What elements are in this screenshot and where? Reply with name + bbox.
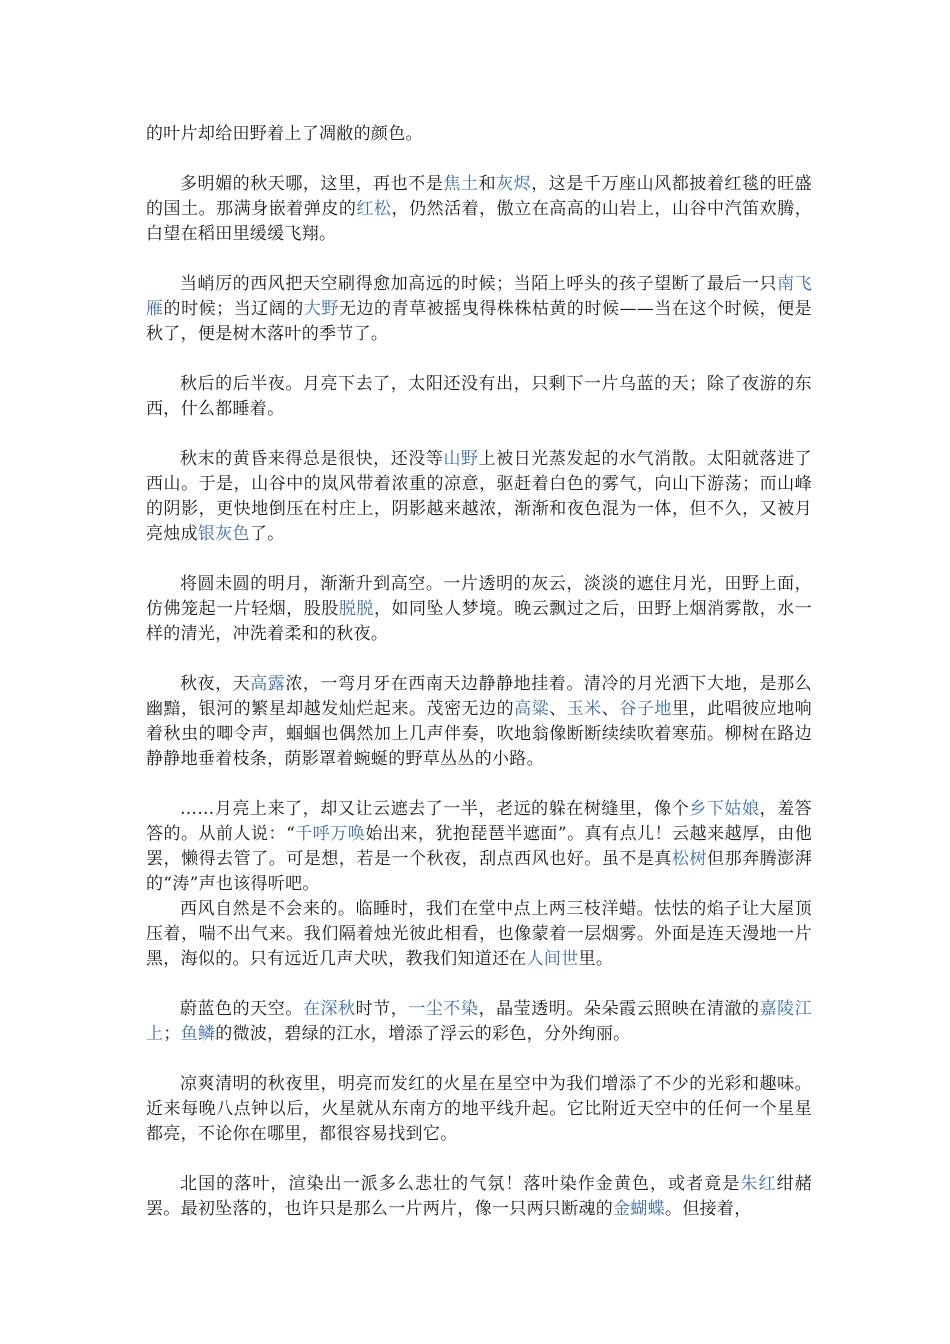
paragraph — [146, 1072, 812, 1147]
text-run: 秋夜，天 — [180, 674, 251, 694]
text-link[interactable]: 人间世 — [526, 949, 579, 969]
text-link[interactable]: 乡下姑娘 — [689, 799, 760, 819]
text-run: 无边的青草被摇曳得株株枯黄的时候——当在这个时候，便是秋了，便是树木落叶的季节了。 — [146, 299, 812, 344]
text-link[interactable]: 千呼万唤 — [295, 824, 366, 844]
text-link[interactable]: 金蝴蝶 — [613, 1199, 666, 1219]
text-run: 西风自然是不会来的。临睡时，我们在堂中点上两三枝洋蜡。怯怯的焰子让大屋顶压着，喘不出气来。我们隔着烛光彼此相看，也像蒙着一层烟雾。外面是连天漫地一片黑，海似的。只有远近几声犬吠，教我们知道还在 — [146, 899, 812, 969]
text-run: 的叶片却给田野着上了凋敝的颜色。 — [146, 124, 423, 144]
text-run: ，仍然活着，傲立在高高的山岩上，山谷中汽笛欢腾，白望在稻田里缓缓飞翔。 — [146, 199, 812, 244]
text-run: ，这是千万座山风都披着红毯的旺盛的国土。那满身嵌着弹皮的 — [146, 174, 812, 219]
text-run: 多明媚的秋天哪，这里，再也不是 — [180, 174, 444, 194]
text-run: 的时候；当辽阔的 — [163, 299, 304, 319]
text-link[interactable]: 嘉陵江上 — [146, 999, 812, 1044]
text-run: 的微波，碧绿的江水，增添了浮云的彩色，分外绚丽。 — [215, 1024, 631, 1044]
paragraph — [146, 372, 812, 422]
text-run: ……月亮上来了，却又让云遮去了一半，老远的躲在树缝里，像个 — [180, 799, 690, 819]
text-run: 时节， — [355, 999, 409, 1019]
text-run: 和 — [478, 174, 497, 194]
paragraph — [146, 122, 812, 147]
text-run: 秋后的后半夜。月亮下去了，太阳还没有出，只剩下一片乌蓝的天；除了夜游的东西，什么都睡着。 — [146, 374, 812, 419]
text-run: 。但接着， — [665, 1199, 752, 1219]
paragraph — [146, 897, 812, 972]
paragraph — [146, 1172, 812, 1222]
text-run: 、 — [549, 699, 567, 719]
text-link[interactable]: 焦土 — [443, 174, 479, 194]
text-run: 绀赭罢。最初坠落的，也许只是那么一片两片，像一只两只断魂的 — [146, 1174, 812, 1219]
text-link[interactable]: 脱脱 — [338, 599, 374, 619]
text-link[interactable]: 朱红 — [740, 1174, 777, 1194]
text-link[interactable]: 南飞雁 — [146, 274, 812, 319]
text-run: ，晶莹透明。朵朵霞云照映在清澈的 — [478, 999, 760, 1019]
text-link[interactable]: 大野 — [303, 299, 339, 319]
text-run: 了。 — [249, 524, 285, 544]
text-link[interactable]: 高露 — [250, 674, 286, 694]
paragraph — [146, 172, 812, 247]
text-run: 里。 — [578, 949, 614, 969]
paragraph — [146, 997, 812, 1047]
text-link[interactable]: 松树 — [671, 849, 708, 869]
text-run: ，如同坠人梦境。晚云飘过之后，田野上烟消雾散，水一样的清光，冲洗着柔和的秋夜。 — [146, 599, 813, 644]
text-link[interactable]: 一尘不染 — [408, 999, 479, 1019]
text-link[interactable]: 灰烬 — [496, 174, 532, 194]
text-link[interactable]: 谷子地 — [619, 699, 672, 719]
text-run: 上被日光蒸发起的水气消散。太阳就落进了西山。于是，山谷中的岚风带着浓重的凉意，驱赶着白色的雾气，向山下游荡；而山峰的阴影，更快地倒压在村庄上，阴影越来越浓，渐渐和夜色混为一体，但不久，又被月亮烛成 — [146, 449, 812, 544]
text-run: 但那奔腾澎湃的“涛”声也该得听吧。 — [146, 849, 812, 894]
text-run: 凉爽清明的秋夜里，明亮而发红的火星在星空中为我们增添了不少的光彩和趣味。近来每晚八点钟以后，火星就从东南方的地平线升起。它比附近天空中的任何一个星星都亮，不论你在哪里，都很容易找到它。 — [146, 1074, 812, 1144]
paragraph — [146, 672, 812, 772]
text-run: ，羞答答的。从前人说：“ — [146, 799, 812, 844]
text-run: 将圆未圆的明月，渐渐升到高空。一片透明的灰云，淡淡的遮住月光，田野上面，仿佛笼起一片轻烟，股股 — [146, 574, 812, 619]
text-link[interactable]: 红松 — [356, 199, 392, 219]
text-link[interactable]: 玉米 — [566, 699, 602, 719]
text-run: ； — [163, 1024, 181, 1044]
paragraph — [146, 272, 812, 347]
paragraph — [146, 447, 812, 547]
text-link[interactable]: 高粱 — [514, 699, 550, 719]
text-link[interactable]: 鱼鳞 — [180, 1024, 216, 1044]
text-link[interactable]: 山野 — [443, 449, 479, 469]
paragraph — [146, 797, 812, 897]
text-run: 北国的落叶，渲染出一派多么悲壮的气氛！落叶染作金黄色，或者竟是 — [180, 1174, 741, 1194]
text-run: 秋末的黄昏来得总是很快，还没等 — [180, 449, 444, 469]
text-link[interactable]: 银灰色 — [197, 524, 250, 544]
text-link[interactable]: 在深秋 — [302, 999, 356, 1019]
text-run: 、 — [601, 699, 620, 719]
text-run: 浓，一弯月牙在西南天边静静地挂着。清冷的月光洒下大地，是那么幽黯，银河的繁星却越发灿烂起来。茂密无边的 — [146, 674, 812, 719]
text-run: 蔚蓝色的天空。 — [180, 999, 303, 1019]
paragraph — [146, 572, 812, 647]
text-run: 里，此唱彼应地响着秋虫的唧令声，蝈蝈也偶然加上几声伴奏，吹地翁像断断续续吹着寒茄。柳树在路边静静地垂着枝条，荫影罩着蜿蜒的野草丛丛的小路。 — [146, 699, 812, 769]
text-run: 当峭厉的西风把天空刷得愈加高远的时候；当陌上呼头的孩子望断了最后一只 — [180, 274, 778, 294]
text-run: 始出来，犹抱琵琶半遮面”。真有点儿！云越来越厚，由他罢，懒得去管了。可是想，若是一个秋夜，刮点西风也好。虽不是真 — [146, 824, 813, 869]
